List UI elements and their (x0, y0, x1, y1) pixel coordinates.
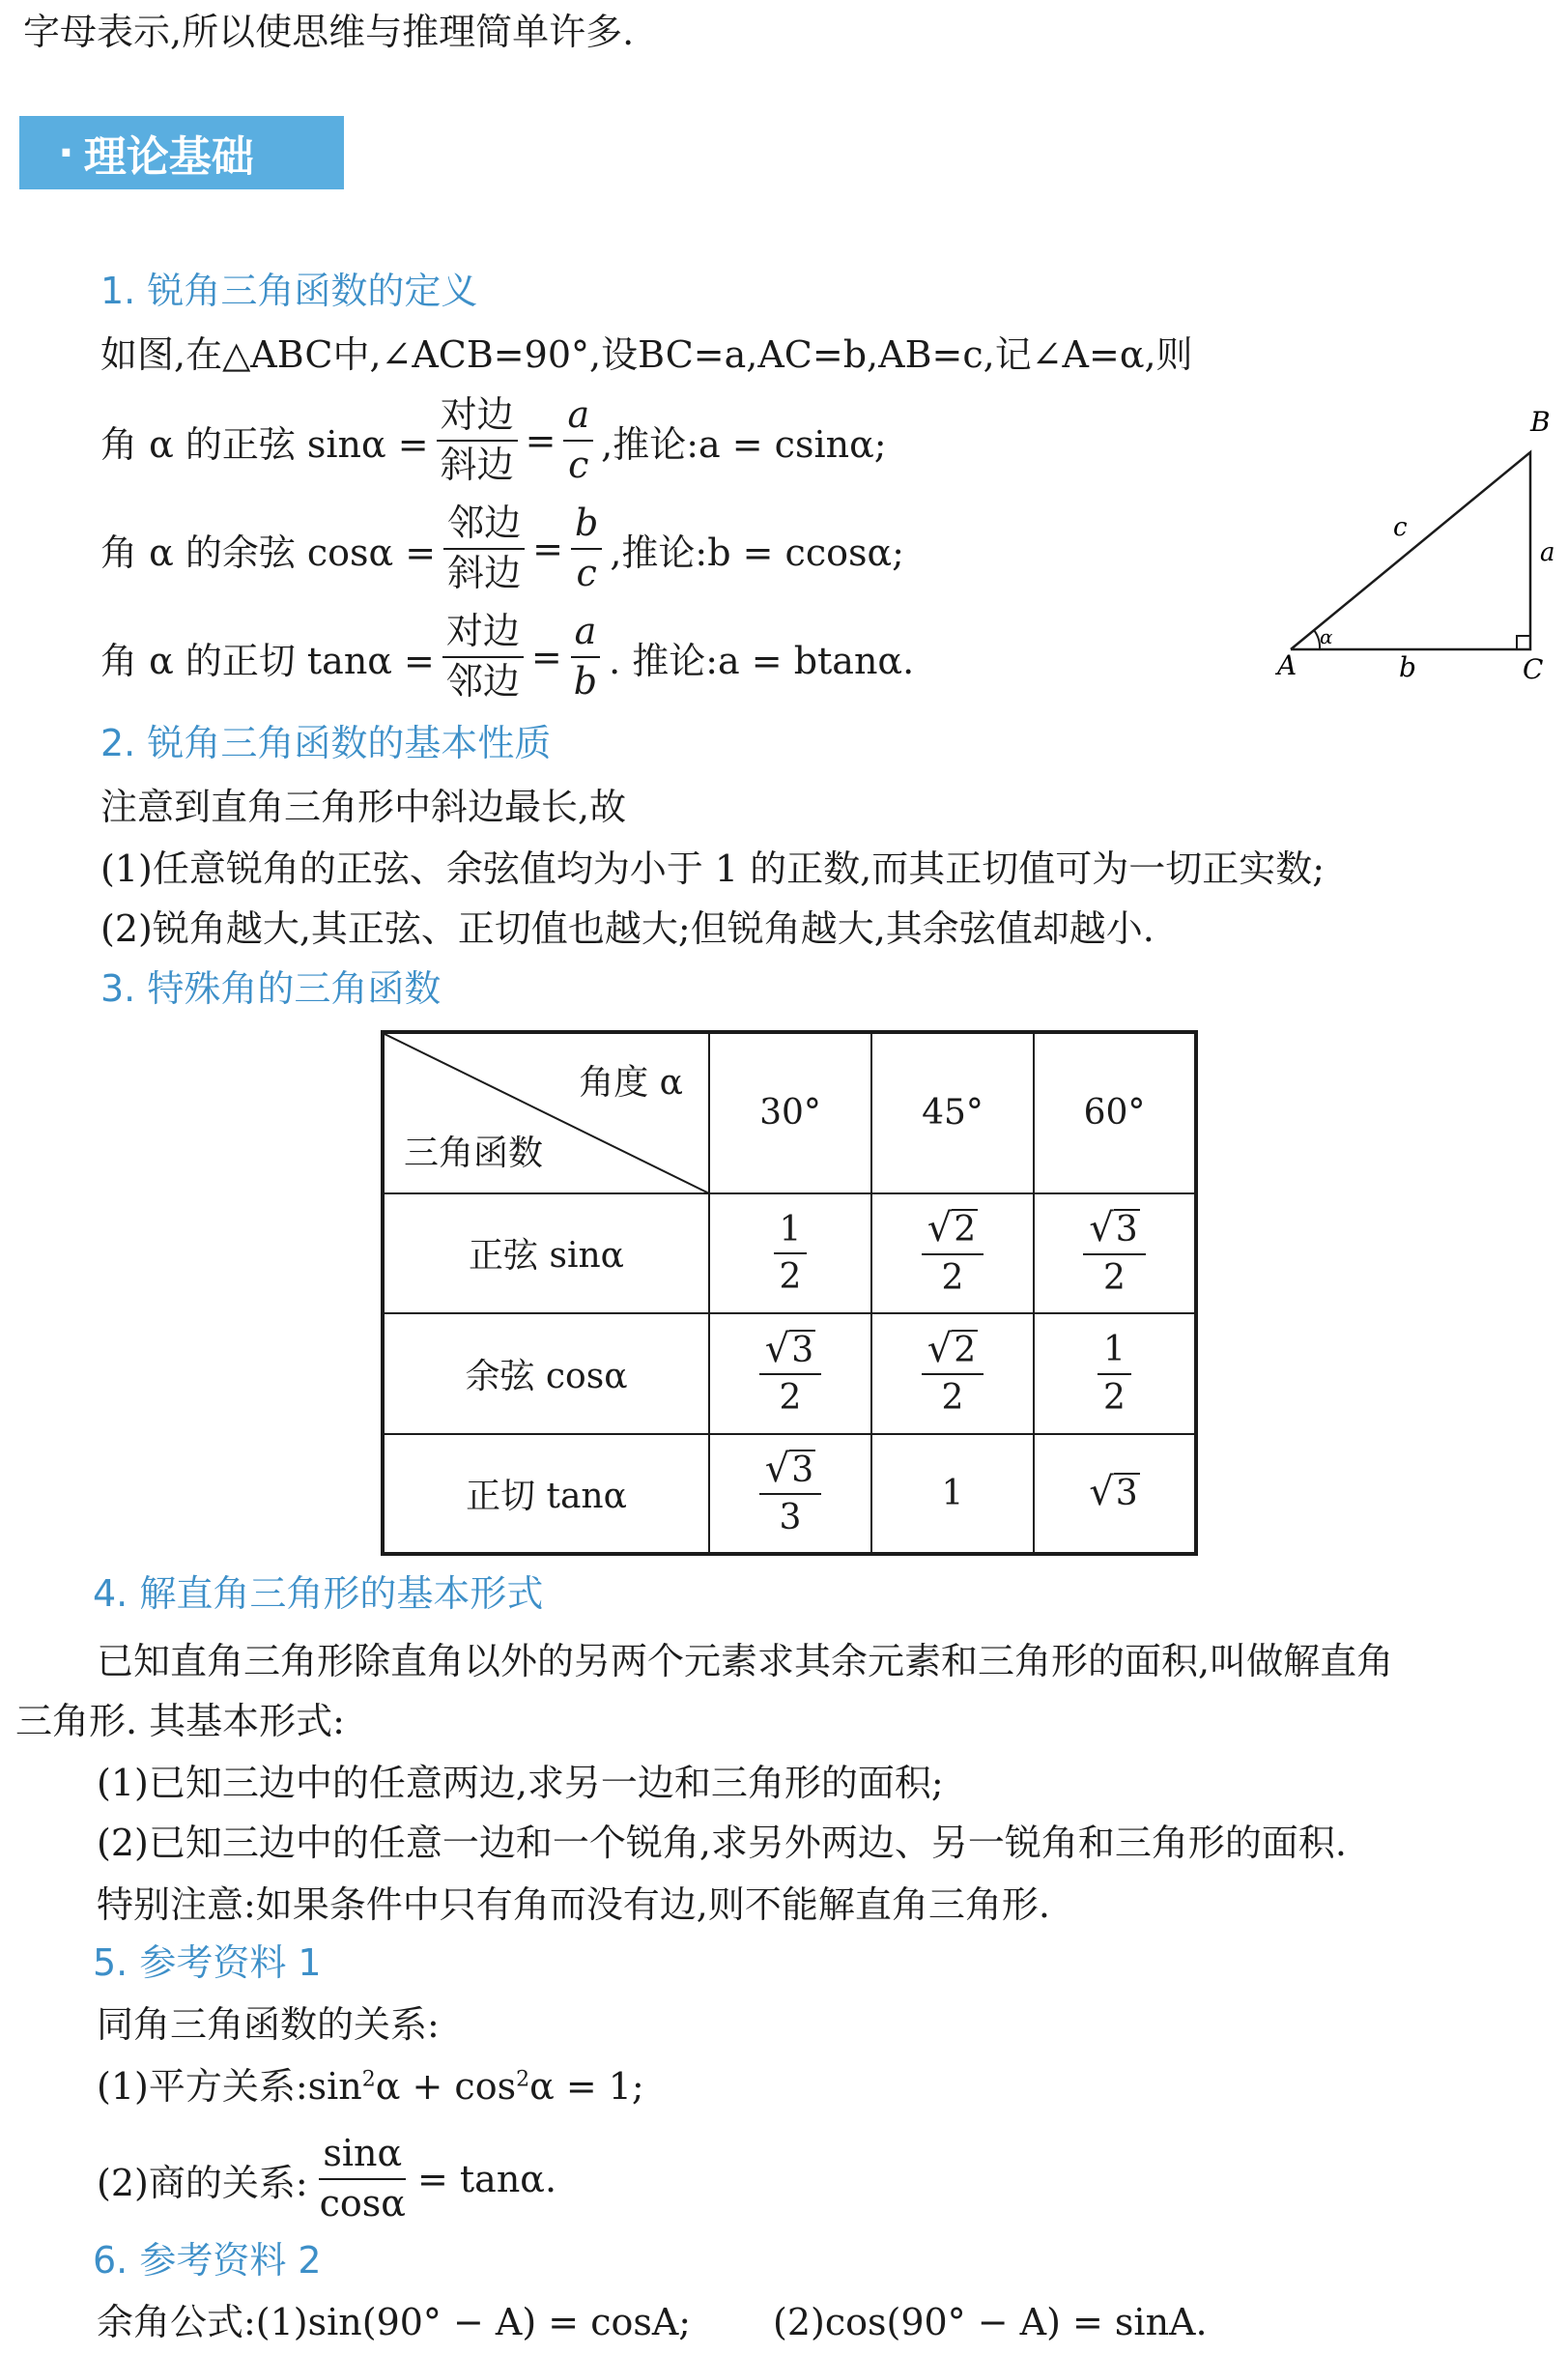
radicand: 3 (1115, 1474, 1138, 1514)
cell-fraction (759, 1326, 821, 1419)
section4-heading: 4. 解直角三角形的基本形式 (93, 1572, 544, 1615)
fraction-denominator: 2 (779, 1378, 802, 1419)
section2-p1: 注意到直角三角形中斜边最长,故 (100, 786, 627, 828)
sin-numerator: 对边 (437, 395, 518, 442)
fraction-denominator: 2 (1103, 1257, 1126, 1298)
square-relation-lead: (1)平方关系:sin (97, 2065, 362, 2108)
intro-line: 字母表示,所以使思维与推理简单许多. (23, 11, 635, 53)
sqrt (1089, 1206, 1139, 1251)
sin-denominator: 斜边 (440, 444, 514, 486)
side-c-label: c (1393, 513, 1408, 542)
cos-equals: = (532, 528, 563, 570)
angle-alpha-label: α (1320, 625, 1333, 648)
cell-fraction (922, 1326, 984, 1419)
section4-p2: (1)已知三边中的任意两边,求另一边和三角形的面积; (97, 1762, 944, 1804)
fraction-denominator: 2 (779, 1257, 802, 1298)
tan-fraction-words (442, 612, 524, 703)
right-triangle-figure (1256, 406, 1565, 696)
cell-sin-60 (1034, 1193, 1196, 1313)
cos-exponent: 2 (516, 2067, 530, 2092)
complement-formula-2: (2)cos(90° − A) = sinA. (773, 2301, 1208, 2343)
tan-fraction-letters (570, 612, 601, 703)
cell-fraction (759, 1446, 821, 1538)
row-label-sin: 正弦 sinα (383, 1193, 709, 1313)
fraction-denominator: 2 (1103, 1377, 1126, 1418)
cell-fraction (1098, 1331, 1131, 1417)
sin-equals: = (525, 419, 556, 462)
table-corner-cell (383, 1032, 709, 1193)
fraction-numerator (759, 1446, 821, 1496)
tan-definition (100, 609, 914, 705)
cos-fraction-words (443, 503, 525, 594)
col-header-45: 45° (871, 1032, 1034, 1193)
col-header-60: 60° (1034, 1032, 1196, 1193)
radicand: 3 (791, 1330, 814, 1370)
section-banner (19, 116, 344, 189)
fraction-numerator: 1 (1098, 1331, 1131, 1375)
section2-heading: 2. 锐角三角函数的基本性质 (100, 722, 552, 764)
sin-definition (100, 392, 887, 489)
tan-equals: = (530, 636, 562, 678)
section4-p1b: 三角形. 其基本形式: (15, 1700, 345, 1742)
vertex-c-label: C (1523, 653, 1544, 685)
table-header-row (383, 1032, 1196, 1193)
cell-cos-60 (1034, 1313, 1196, 1433)
sin-fraction-letters (563, 395, 593, 486)
cell-cos-45 (871, 1313, 1034, 1433)
sqrt (927, 1326, 978, 1371)
col-header-30: 30° (709, 1032, 871, 1193)
radicand: 2 (954, 1210, 977, 1250)
sin-fraction-words (437, 395, 518, 486)
section4-p1a: 已知直角三角形除直角以外的另两个元素求其余元素和三角形的面积,叫做解直角 (97, 1640, 1394, 1682)
section2-p3: (2)锐角越大,其正弦、正切值也越大;但锐角越大,其余弦值却越小. (100, 907, 1155, 950)
radical-sign: √ (1089, 1206, 1114, 1251)
quotient-denominator: cosα (319, 2182, 406, 2225)
tan-denominator-letter: b (573, 660, 598, 703)
radical-sign: √ (764, 1446, 790, 1491)
radical-sign: √ (927, 1206, 953, 1251)
row-label-cos: 余弦 cosα (383, 1313, 709, 1433)
section6-heading: 6. 参考资料 2 (93, 2239, 322, 2282)
cos-lead: 角 α 的余弦 cosα = (100, 531, 437, 574)
section4-p3: (2)已知三边中的任意一边和一个锐角,求另外两边、另一锐角和三角形的面积. (97, 1822, 1347, 1864)
section1-heading: 1. 锐角三角函数的定义 (100, 270, 478, 312)
quotient-relation (97, 2126, 556, 2232)
banner-bullet: · (58, 128, 74, 178)
square-relation-tail: α = 1; (529, 2065, 644, 2108)
radicand: 2 (954, 1330, 977, 1370)
corner-angle-label: 角度 α (579, 1063, 683, 1103)
cell-tan-30 (709, 1434, 871, 1554)
fraction-denominator: 3 (779, 1498, 802, 1538)
cos-numerator: 邻边 (443, 503, 525, 550)
radicand: 3 (791, 1450, 814, 1490)
cos-denominator: 斜边 (447, 552, 522, 594)
sqrt (764, 1326, 815, 1371)
cell-fraction (922, 1206, 984, 1298)
cell-tan-45 (871, 1434, 1034, 1554)
sin-exponent: 2 (361, 2067, 376, 2092)
cell-sin-30 (709, 1193, 871, 1313)
sqrt (1089, 1470, 1139, 1515)
radicand: 3 (1115, 1210, 1138, 1250)
fraction-numerator (922, 1326, 984, 1376)
vertex-a-label: A (1277, 649, 1297, 681)
row-label-tan: 正切 tanα (383, 1434, 709, 1554)
quotient-relation-lead: (2)商的关系: (97, 2161, 308, 2204)
square-relation (97, 2065, 644, 2108)
fraction-numerator: 1 (774, 1211, 808, 1255)
cos-denominator-letter: c (576, 552, 597, 594)
section2-p2: (1)任意锐角的正弦、余弦值均为小于 1 的正数,而其正切值可为一切正实数; (100, 847, 1326, 890)
sin-numerator-letter: a (563, 395, 593, 442)
quotient-relation-tail: = tanα. (416, 2158, 557, 2200)
triangle-outline (1291, 452, 1530, 649)
radical-sign: √ (1089, 1470, 1114, 1515)
cos-numerator-letter: b (571, 503, 602, 550)
sqrt (764, 1446, 815, 1491)
section4-p4: 特别注意:如果条件中只有角而没有边,则不能解直角三角形. (97, 1883, 1050, 1926)
sqrt (927, 1206, 978, 1251)
radical-sign: √ (927, 1326, 953, 1371)
cell-fraction (774, 1211, 808, 1297)
cos-fraction-letters (571, 503, 602, 594)
cell-fraction (1083, 1206, 1145, 1298)
table-row (383, 1434, 1196, 1554)
fraction-denominator: 2 (941, 1378, 964, 1419)
tan-lead: 角 α 的正切 tanα = (100, 639, 435, 682)
table-row (383, 1193, 1196, 1313)
complement-formula-1: 余角公式:(1)sin(90° − A) = cosA; (97, 2301, 692, 2343)
cos-definition (100, 501, 904, 597)
right-angle-marker (1517, 636, 1530, 649)
tan-denominator: 邻边 (445, 660, 520, 703)
square-relation-mid: α + cos (375, 2065, 517, 2108)
side-b-label: b (1399, 651, 1416, 683)
banner-label: 理论基础 (83, 132, 254, 182)
fraction-numerator (922, 1206, 984, 1255)
section3-heading: 3. 特殊角的三角函数 (100, 967, 442, 1010)
quotient-fraction (316, 2134, 410, 2225)
section5-heading: 5. 参考资料 1 (93, 1941, 322, 1984)
table-row (383, 1313, 1196, 1433)
tan-corollary: . 推论:a = btanα. (609, 639, 915, 682)
side-a-label: a (1540, 538, 1555, 567)
cell-sin-45 (871, 1193, 1034, 1313)
tan-numerator: 对边 (442, 612, 524, 658)
sin-denominator-letter: c (568, 444, 589, 486)
section5-p1: 同角三角函数的关系: (97, 2003, 440, 2046)
cell-cos-30 (709, 1313, 871, 1433)
fraction-numerator (759, 1326, 821, 1376)
sin-corollary: ,推论:a = csinα; (601, 422, 887, 466)
tan-numerator-letter: a (571, 612, 601, 658)
vertex-b-label: B (1530, 406, 1551, 438)
section1-intro: 如图,在△ABC中,∠ACB=90°,设BC=a,AC=b,AB=c,记∠A=α,则 (100, 333, 1193, 376)
special-angles-table (381, 1030, 1198, 1556)
corner-function-label: 三角函数 (404, 1133, 544, 1173)
radical-sign: √ (764, 1326, 790, 1371)
fraction-numerator (1083, 1206, 1145, 1255)
cell-tan-60 (1034, 1434, 1196, 1554)
quotient-numerator: sinα (319, 2134, 406, 2180)
cell-value: 1 (941, 1473, 964, 1513)
fraction-denominator: 2 (941, 1257, 964, 1298)
cos-corollary: ,推论:b = ccosα; (610, 531, 904, 574)
sin-lead: 角 α 的正弦 sinα = (100, 422, 429, 466)
